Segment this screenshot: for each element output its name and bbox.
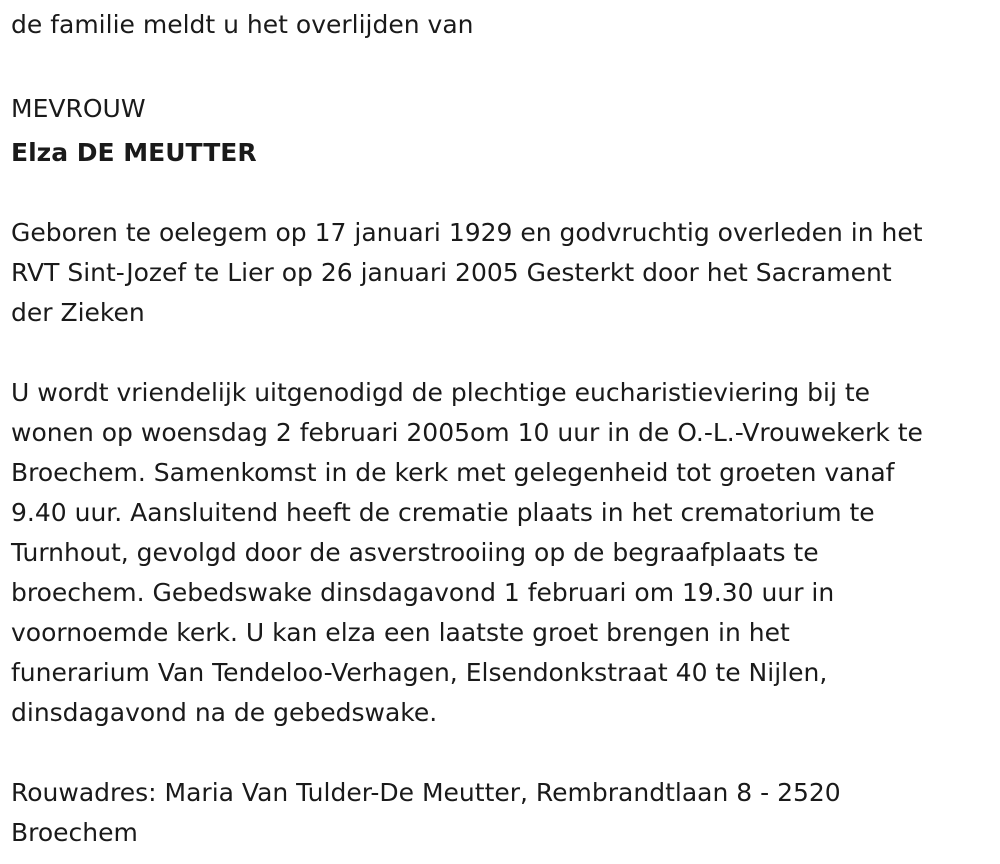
address-paragraph [11, 773, 991, 853]
intro-text: de familie meldt u het overlijden van [11, 10, 474, 39]
paragraph-line: Broechem. Samenkomst in de kerk met gelegenheid tot groeten vanaf [11, 458, 895, 487]
deceased-name: Elza DE MEUTTER [11, 138, 257, 167]
paragraph-line: Geboren te oelegem op 17 januari 1929 en godvruchtig overleden in het [11, 218, 923, 247]
salutation: MEVROUW [11, 94, 146, 123]
spacer [11, 45, 991, 85]
spacer [11, 733, 991, 773]
paragraph-line: RVT Sint-Jozef te Lier op 26 januari 2005 Gesterkt door het Sacrament [11, 258, 892, 287]
paragraph-line: der Zieken [11, 298, 145, 327]
paragraph-line: voornoemde kerk. U kan elza een laatste groet brengen in het [11, 618, 790, 647]
spacer [11, 333, 991, 373]
spacer [11, 173, 991, 213]
birth-paragraph [11, 213, 991, 333]
paragraph-line: dinsdagavond na de gebedswake. [11, 698, 438, 727]
paragraph-line: 9.40 uur. Aansluitend heeft de crematie plaats in het crematorium te [11, 498, 875, 527]
paragraph-line: U wordt vriendelijk uitgenodigd de plechtige eucharistieviering bij te [11, 378, 871, 407]
paragraph-line: broechem. Gebedswake dinsdagavond 1 februari om 19.30 uur in [11, 578, 835, 607]
paragraph-line: Rouwadres: Maria Van Tulder-De Meutter, Rembrandtlaan 8 - 2520 [11, 778, 841, 807]
paragraph-line: funerarium Van Tendeloo-Verhagen, Elsendonkstraat 40 te Nijlen, [11, 658, 828, 687]
paragraph-line: Broechem [11, 818, 138, 847]
death-notice [11, 5, 991, 853]
paragraph-line: wonen op woensdag 2 februari 2005om 10 uur in de O.-L.-Vrouwekerk te [11, 418, 923, 447]
paragraph-line: Turnhout, gevolgd door de asverstrooiing op de begraafplaats te [11, 538, 819, 567]
ceremony-paragraph [11, 373, 991, 733]
